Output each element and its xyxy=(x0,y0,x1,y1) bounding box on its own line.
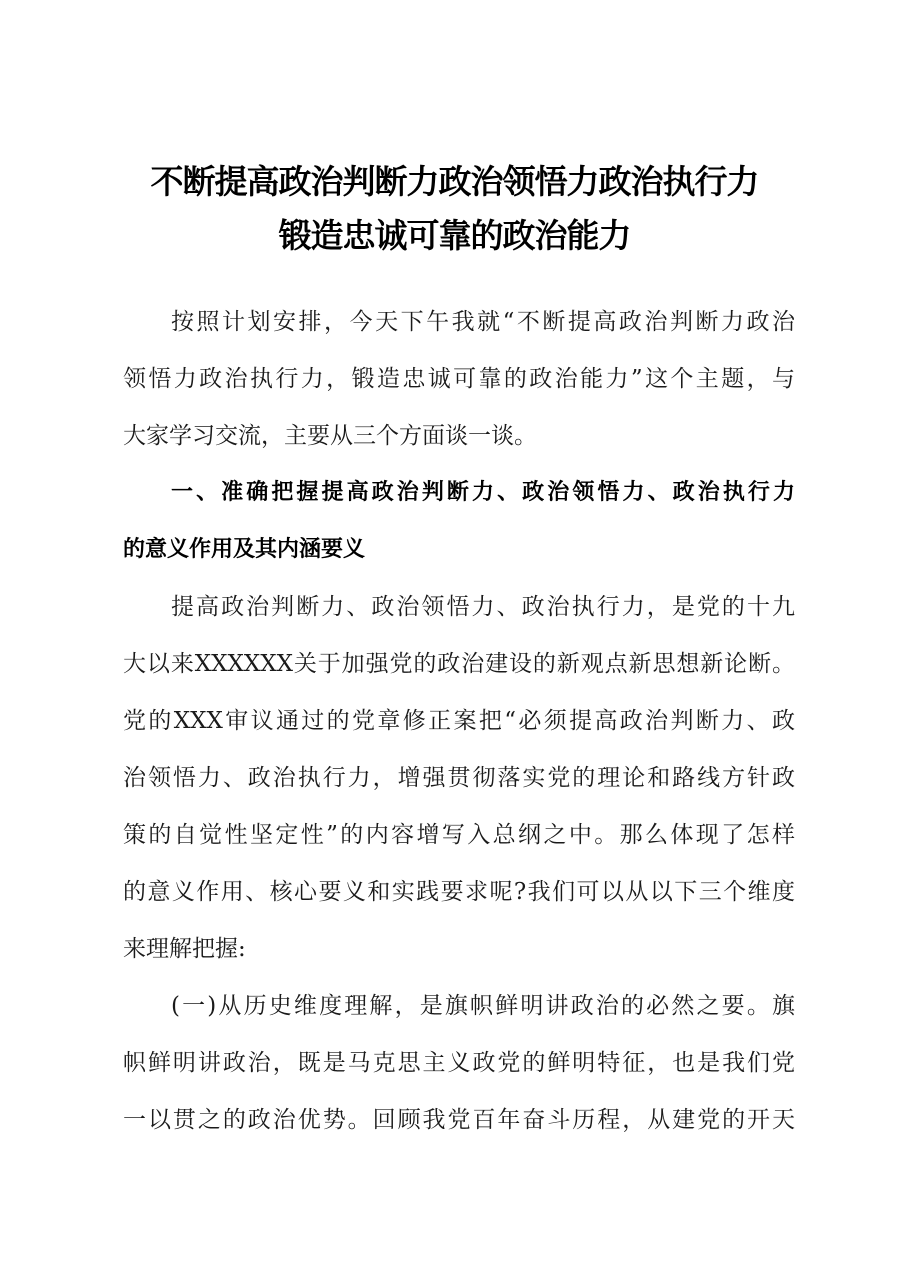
paragraph-1-line-2: 领悟力政治执行力，锻造忠诚可靠的政治能力”这个主题，与 xyxy=(123,366,795,392)
section-heading-line-1: 一、准确把握提高政治判断力、政治领悟力、政治执行力 xyxy=(171,480,795,505)
document-title-line-2: 锻造忠诚可靠的政治能力 xyxy=(278,216,631,255)
paragraph-2-line-7: 来理解把握: xyxy=(123,936,246,962)
paragraph-1-line-3: 大家学习交流，主要从三个方面谈一谈。 xyxy=(123,423,537,449)
section-heading-line-2: 的意义作用及其内涵要义 xyxy=(123,537,366,562)
paragraph-2-line-1: 提高政治判断力、政治领悟力、政治执行力，是党的十九 xyxy=(171,594,795,620)
paragraph-2-line-2: 大以来XXXXXX关于加强党的政治建设的新观点新思想新论断。 xyxy=(123,651,795,677)
paragraph-1-line-1: 按照计划安排，今天下午我就“不断提高政治判断力政治 xyxy=(171,309,795,335)
paragraph-2-line-5: 策的自觉性坚定性”的内容增写入总纲之中。那么体现了怎样 xyxy=(123,822,795,848)
paragraph-3-line-3: 一以贯之的政治优势。回顾我党百年奋斗历程，从建党的开天 xyxy=(123,1107,795,1133)
paragraph-3-line-2: 帜鲜明讲政治，既是马克思主义政党的鲜明特征，也是我们党 xyxy=(123,1050,795,1076)
paragraph-3-line-1: (一)从历史维度理解，是旗帜鲜明讲政治的必然之要。旗 xyxy=(171,993,795,1019)
paragraph-2-line-6: 的意义作用、核心要义和实践要求呢?我们可以从以下三个维度 xyxy=(123,879,795,905)
paragraph-2-line-3: 党的XXX审议通过的党章修正案把“必须提高政治判断力、政 xyxy=(123,708,795,734)
document-title-line-1: 不断提高政治判断力政治领悟力政治执行力 xyxy=(150,162,759,201)
paragraph-2-line-4: 治领悟力、政治执行力，增强贯彻落实党的理论和路线方针政 xyxy=(123,765,795,791)
